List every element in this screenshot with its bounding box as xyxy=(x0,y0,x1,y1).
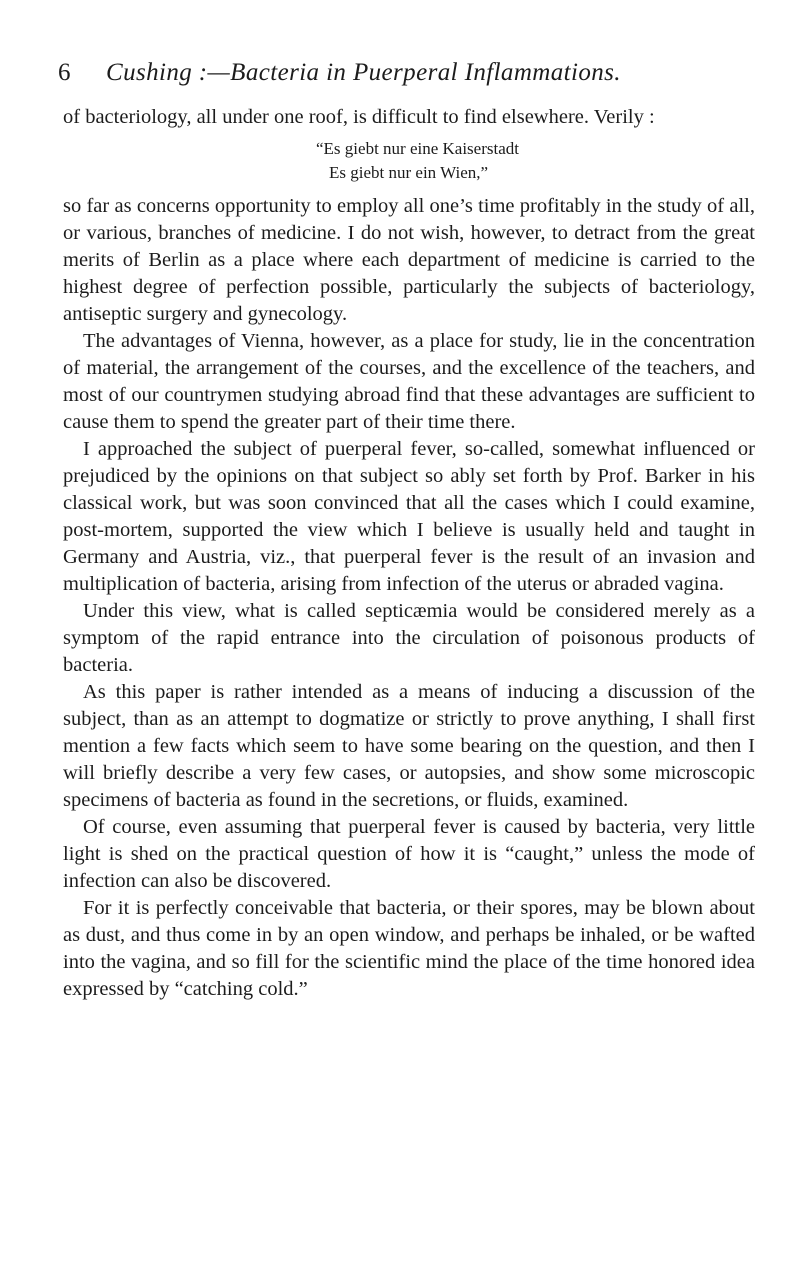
opening-line: of bacteriology, all under one roof, is difficult to find elsewhere. Verily : xyxy=(63,106,655,128)
paragraph-vienna-advantages: The advantages of Vienna, however, as a place for study, lie in the concentration of material, the arrangement of the courses, and the excellence of the teachers, and most of our countrymen studying abroad find that these advantages are sufficient to cause them to spend the greater part of their time there. xyxy=(63,330,755,433)
german-quote xyxy=(63,137,755,185)
paragraph-continuation: so far as concerns opportunity to employ all one’s time profitably in the study of all, or various, branches of medicine. I do not wish, however, to detract from the great merits of Berlin as a place where each department of medicine is carried to the highest degree of perfection possible, particularly the subjects of bacteriology, antiseptic surgery and gynecology. xyxy=(63,195,755,325)
quote-line: Es giebt nur ein Wien,” xyxy=(329,163,489,182)
running-head-title: Cushing :—Bacteria in Puerperal Inflammations. xyxy=(106,59,621,86)
paragraph-puerperal-fever: I approached the subject of puerperal fever, so-called, somewhat influenced or prejudiced by the opinions on that subject so ably set forth by Prof. Barker in his classical work, but was soon convinced that all the cases which I could examine, post-mortem, supported the view which I believe is usually held and taught in Germany and Austria, viz., that puerperal fever is the result of an invasion and multiplication of bacteria, arising from infection of the uterus or abraded vagina. xyxy=(63,438,755,595)
paragraph-septicaemia: Under this view, what is called septicæmia would be considered merely as a symptom of the rapid entrance into the circulation of poisonous products of bacteria. xyxy=(63,600,755,676)
paragraph-dust-theory: For it is perfectly conceivable that bacteria, or their spores, may be blown about as dust, and thus come in by an open window, and perhaps be inhaled, or be wafted into the vagina, and so fill for the scientific mind the place of the time honored idea expressed by “catching cold.” xyxy=(63,897,755,1000)
running-head xyxy=(58,58,755,90)
paragraph-infection-mode: Of course, even assuming that puerperal fever is caused by bacteria, very little light is shed on the practical question of how it is “caught,” unless the mode of infection can also be discovered. xyxy=(63,816,755,892)
quote-line: “Es giebt nur eine Kaiserstadt xyxy=(316,139,519,158)
paragraph-discussion-intent: As this paper is rather intended as a means of inducing a discussion of the subject, than as an attempt to dogmatize or strictly to prove anything, I shall first mention a few facts which seem to have some bearing on the question, and then I will briefly describe a very few cases, or autopsies, and show some microscopic specimens of bacteria as found in the secretions, or fluids, examined. xyxy=(63,681,755,811)
page-number: 6 xyxy=(58,59,71,86)
